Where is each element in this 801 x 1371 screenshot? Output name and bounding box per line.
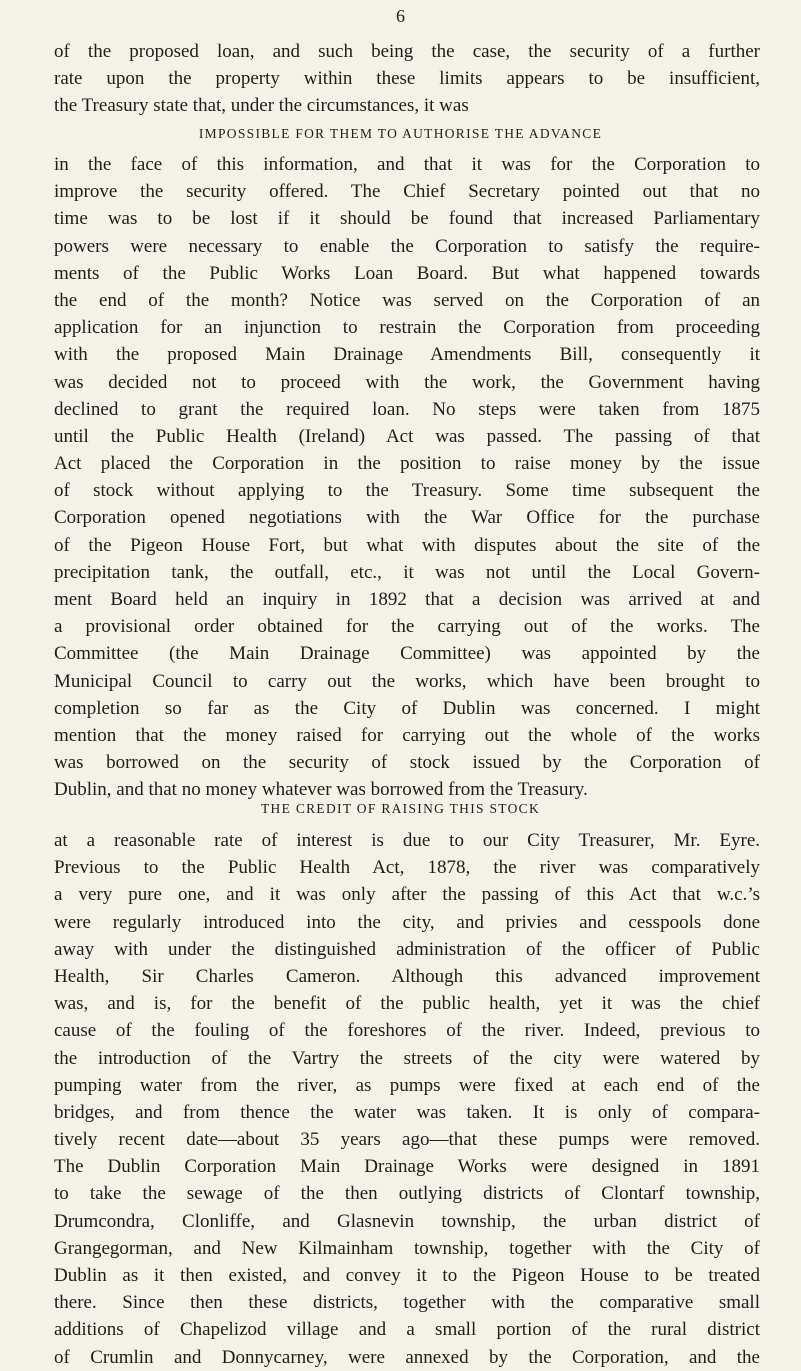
text-line: until the Public Health (Ireland) Act was passed. The passing of that xyxy=(54,425,760,447)
text-line: of Crumlin and Donnycarney, were annexed by the Corporation, and the xyxy=(54,1346,760,1368)
paragraph-block-3 xyxy=(54,827,760,1371)
text-line: application for an injunction to restrain the Corporation from proceeding xyxy=(54,317,760,339)
text-line: Previous to the Public Health Act, 1878, the river was comparatively xyxy=(54,857,760,879)
text-line: a very pure one, and it was only after the passing of this Act that w.c.’s xyxy=(54,884,760,906)
text-line: additions of Chapelizod village and a small portion of the rural district xyxy=(54,1319,760,1341)
text-line: Act placed the Corporation in the position to raise money by the issue xyxy=(54,453,760,475)
text-line: Dublin, and that no money whatever was borrowed from the Treasury. xyxy=(54,779,588,801)
text-line: in the face of this information, and that it was for the Corporation to xyxy=(54,154,760,175)
text-line: ment Board held an inquiry in 1892 that a decision was arrived at and xyxy=(54,589,760,610)
text-line: precipitation tank, the outfall, etc., it was not until the Local Govern- xyxy=(54,561,760,583)
text-line: mention that the money raised for carrying out the whole of the works xyxy=(54,724,760,746)
section-heading-1: IMPOSSIBLE FOR THEM TO AUTHORISE THE ADVANCE xyxy=(198,126,603,141)
text-line: Municipal Council to carry out the works, which have been brought to xyxy=(54,670,760,692)
text-line: improve the security offered. The Chief Secretary pointed out that no xyxy=(54,181,760,203)
paragraph-block-1 xyxy=(54,38,760,120)
text-line: was borrowed on the security of stock issued by the Corporation of xyxy=(54,752,760,774)
paragraph-block-2 xyxy=(54,151,760,804)
text-line: Committee (the Main Drainage Committee) was appointed by the xyxy=(54,643,760,665)
text-line: of stock without applying to the Treasury. Some time subsequent the xyxy=(54,480,760,502)
text-line: of the Pigeon House Fort, but what with disputes about the site of the xyxy=(54,534,760,556)
text-line: The Dublin Corporation Main Drainage Works were designed in 1891 xyxy=(54,1156,760,1178)
text-line: Drumcondra, Clonliffe, and Glasnevin township, the urban district of xyxy=(54,1210,760,1232)
text-line: Grangegorman, and New Kilmainham township, together with the City of xyxy=(54,1237,760,1259)
text-line: time was to be lost if it should be found that increased Parliamentary xyxy=(54,208,760,230)
text-line: cause of the fouling of the foreshores of the river. Indeed, previous to xyxy=(54,1020,760,1042)
text-line: with the proposed Main Drainage Amendments Bill, consequently it xyxy=(54,344,760,366)
text-line: rate upon the property within these limits appears to be insufficient, xyxy=(54,68,760,90)
text-line: the introduction of the Vartry the streets of the city were watered by xyxy=(54,1047,760,1069)
page-number: 6 xyxy=(396,6,405,26)
text-line: there. Since then these districts, together with the comparative small xyxy=(54,1292,760,1314)
text-line: Health, Sir Charles Cameron. Although this advanced improvement xyxy=(54,965,760,987)
text-line: powers were necessary to enable the Corporation to satisfy the require- xyxy=(54,235,760,257)
text-line: away with under the distinguished administration of the officer of Public xyxy=(54,938,760,960)
text-line: pumping water from the river, as pumps were fixed at each end of the xyxy=(54,1074,760,1096)
text-line: of the proposed loan, and such being the case, the security of a further xyxy=(54,41,760,62)
text-line: Dublin as it then existed, and convey it to the Pigeon House to be treated xyxy=(54,1265,760,1286)
text-line: were regularly introduced into the city, and privies and cesspools done xyxy=(54,911,760,933)
text-line: ments of the Public Works Loan Board. But what happened towards xyxy=(54,262,760,284)
section-heading-2: THE CREDIT OF RAISING THIS STOCK xyxy=(261,801,540,816)
text-line: was, and is, for the benefit of the public health, yet it was the chief xyxy=(54,993,760,1015)
text-line: the end of the month? Notice was served on the Corporation of an xyxy=(54,289,760,311)
text-line: Corporation opened negotiations with the War Office for the purchase xyxy=(54,507,760,529)
text-line: declined to grant the required loan. No steps were taken from 1875 xyxy=(54,398,760,420)
text-line: completion so far as the City of Dublin was concerned. I might xyxy=(54,697,760,719)
text-line: at a reasonable rate of interest is due to our City Treasurer, Mr. Eyre. xyxy=(54,830,760,851)
text-line: a provisional order obtained for the carrying out of the works. The xyxy=(54,616,760,638)
text-line: tively recent date—about 35 years ago—that these pumps were removed. xyxy=(54,1129,760,1151)
text-line: the Treasury state that, under the circumstances, it was xyxy=(54,95,469,117)
text-line: was decided not to proceed with the work, the Government having xyxy=(54,371,760,393)
text-line: to take the sewage of the then outlying districts of Clontarf township, xyxy=(54,1183,760,1205)
text-line: bridges, and from thence the water was taken. It is only of compara- xyxy=(54,1101,760,1123)
